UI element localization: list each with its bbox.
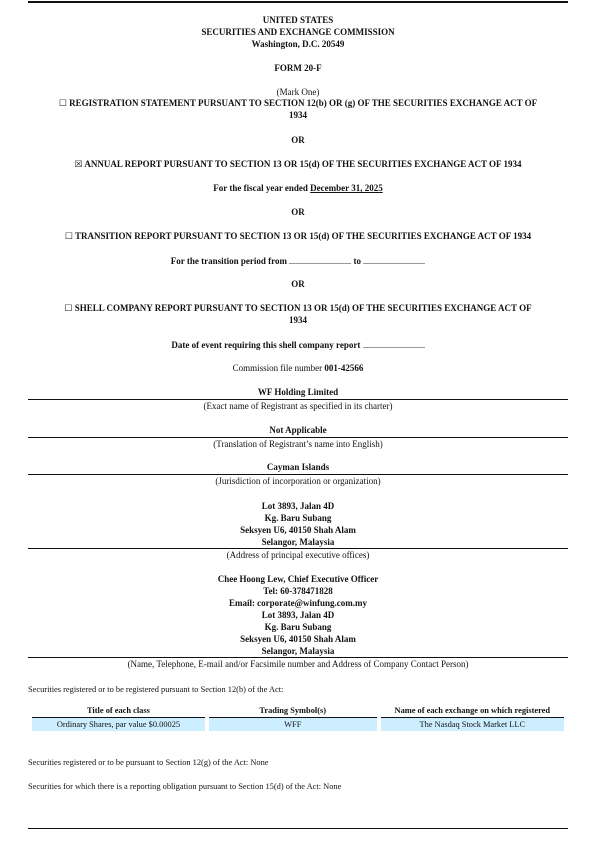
- contact-rule: [28, 657, 568, 658]
- address-line-1: Lot 3893, Jalan 4D: [261, 501, 335, 511]
- shell-company-text-year: 1934: [289, 315, 307, 325]
- address-rule: [28, 548, 568, 549]
- header-title-of-class: Title of each class: [32, 705, 205, 718]
- section-15d-text: Securities for which there is a reporting obligation pursuant to Section 15(d) of the Act: None: [28, 782, 342, 791]
- commission-file-line: [28, 363, 568, 375]
- registrant-jurisdiction: Cayman Islands: [266, 462, 330, 472]
- registration-text-year: 1934: [289, 110, 307, 120]
- transition-report-text: TRANSITION REPORT PURSUANT TO SECTION 13 OR 15(d) OF THE SECURITIES EXCHANGE ACT OF 1934: [75, 231, 532, 241]
- shell-company-line: [28, 303, 568, 315]
- header-washington: Washington, D.C. 20549: [251, 39, 345, 49]
- header-trading-symbol: Trading Symbol(s): [209, 705, 377, 718]
- contact-line-2: Tel: 60-378471828: [263, 586, 333, 596]
- contact-line-6: Seksyen U6, 40150 Shah Alam: [240, 634, 356, 644]
- registration-text: REGISTRATION STATEMENT PURSUANT TO SECTION 12(b) OR (g) OF THE SECURITIES EXCHANGE ACT OF: [69, 98, 538, 108]
- address-line-2: Kg. Baru Subang: [264, 513, 332, 523]
- contact-line-1: Chee Hoong Lew, Chief Executive Officer: [217, 574, 379, 584]
- contact-line-7: Selangor, Malaysia: [261, 646, 335, 656]
- shell-event-label: Date of event requiring this shell company report: [171, 340, 361, 350]
- section-12g-text: Securities registered or to be pursuant to Section 12(g) of the Act: None: [28, 758, 269, 767]
- annual-report-text: ANNUAL REPORT PURSUANT TO SECTION 13 OR 15(d) OF THE SECURITIES EXCHANGE ACT OF 1934: [84, 159, 522, 169]
- address-caption: (Address of principal executive offices): [226, 550, 370, 560]
- cell-title-of-class: Ordinary Shares, par value $0.00025: [32, 718, 205, 731]
- form-title: FORM 20-F: [274, 63, 322, 73]
- fiscal-year-date: December 31, 2025: [310, 183, 383, 193]
- contact-line-3: Email: corporate@winfung.com.my: [228, 598, 368, 608]
- header-exchange-name: Name of each exchange on which registered: [381, 705, 564, 718]
- or-separator-2: OR: [291, 207, 305, 217]
- transition-period-to: to: [353, 256, 361, 266]
- transition-report-checkbox[interactable]: ☐: [64, 231, 73, 241]
- registration-checkbox[interactable]: ☐: [58, 98, 67, 108]
- shell-company-text: SHELL COMPANY REPORT PURSUANT TO SECTION 13 OR 15(d) OF THE SECURITIES EXCHANGE ACT OF: [74, 303, 532, 313]
- bottom-rule: [28, 828, 568, 829]
- address-line-3: Seksyen U6, 40150 Shah Alam: [240, 525, 356, 535]
- header-sec: SECURITIES AND EXCHANGE COMMISSION: [201, 27, 395, 37]
- or-separator-3: OR: [291, 279, 305, 289]
- transition-period-prefix: For the transition period from: [170, 256, 287, 266]
- transition-period-from-field[interactable]: [289, 255, 351, 264]
- registrant-name-caption: (Exact name of Registrant as specified in its charter): [203, 401, 393, 411]
- translation-caption: (Translation of Registrant’s name into English): [213, 439, 383, 449]
- cell-trading-symbol: WFF: [209, 718, 377, 731]
- commission-file-number: 001-42566: [324, 363, 364, 373]
- jurisdiction-caption: (Jurisdiction of incorporation or organization): [215, 476, 381, 486]
- shell-event-line: [28, 339, 568, 352]
- shell-event-date-field[interactable]: [363, 339, 425, 348]
- securities-table: [28, 705, 568, 731]
- fiscal-year-line: [28, 183, 568, 195]
- top-rule: [28, 1, 568, 3]
- registrant-name-rule: [28, 399, 568, 400]
- contact-caption: (Name, Telephone, E-mail and/or Facsimile number and Address of Company Contact Person): [127, 659, 469, 669]
- address-line-4: Selangor, Malaysia: [261, 537, 335, 547]
- shell-company-checkbox[interactable]: ☐: [64, 303, 73, 313]
- section-12b-text: Securities registered or to be registered pursuant to Section 12(b) of the Act:: [28, 685, 284, 694]
- fiscal-year-prefix: For the fiscal year ended: [213, 183, 308, 193]
- registration-statement-line: [28, 98, 568, 110]
- commission-file-label: Commission file number: [232, 363, 323, 373]
- annual-report-checkbox[interactable]: ☒: [74, 159, 83, 169]
- registrant-name: WF Holding Limited: [257, 387, 339, 397]
- transition-period-to-field[interactable]: [363, 255, 425, 264]
- header-united-states: UNITED STATES: [262, 15, 334, 25]
- translation-rule: [28, 437, 568, 438]
- annual-report-line: [28, 159, 568, 171]
- securities-table-header-row: [32, 705, 564, 718]
- contact-line-5: Kg. Baru Subang: [264, 622, 332, 632]
- or-separator-1: OR: [291, 135, 305, 145]
- registrant-translation: Not Applicable: [269, 425, 327, 435]
- contact-line-4: Lot 3893, Jalan 4D: [261, 610, 335, 620]
- jurisdiction-rule: [28, 474, 568, 475]
- transition-period-line: [28, 255, 568, 268]
- table-row: [32, 718, 564, 731]
- mark-one: (Mark One): [276, 87, 320, 97]
- cell-exchange-name: The Nasdaq Stock Market LLC: [381, 718, 564, 731]
- transition-report-line: [28, 231, 568, 243]
